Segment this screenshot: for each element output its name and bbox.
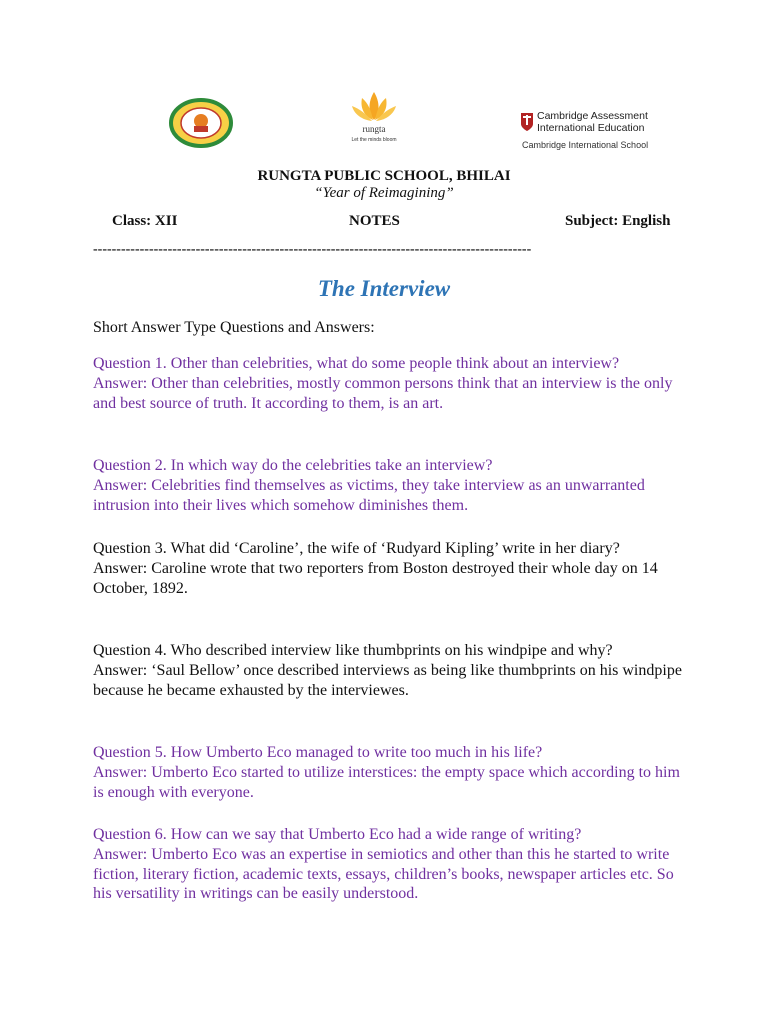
cambridge-line1: Cambridge Assessment <box>537 110 648 122</box>
question-1: Question 1. Other than celebrities, what do some people think about an interview? <box>93 355 620 372</box>
qa-block-3 <box>93 539 683 598</box>
question-5: Question 5. How Umberto Eco managed to write too much in his life? <box>93 744 543 761</box>
school-motto: “Year of Reimagining” <box>314 185 454 201</box>
qa-block-1 <box>93 354 683 413</box>
cambridge-logo <box>520 110 660 152</box>
intro-heading: Short Answer Type Questions and Answers: <box>93 319 375 336</box>
question-2: Question 2. In which way do the celebrities take an interview? <box>93 457 493 474</box>
question-3: Question 3. What did ‘Caroline’, the wife of ‘Rudyard Kipling’ write in her diary? <box>93 540 620 557</box>
rungta-lotus-logo <box>346 88 402 148</box>
school-emblem-logo <box>168 98 234 148</box>
question-4: Question 4. Who described interview like thumbprints on his windpipe and why? <box>93 642 613 659</box>
answer-3: Answer: Caroline wrote that two reporters from Boston destroyed their whole day on 14 October, 1892. <box>93 559 658 597</box>
qa-block-6 <box>93 825 683 904</box>
page-title: The Interview <box>317 276 451 301</box>
cambridge-line2: International Education <box>537 122 645 134</box>
school-name: RUNGTA PUBLIC SCHOOL, BHILAI <box>257 168 511 184</box>
rungta-logo-name: rungta <box>362 124 386 134</box>
header-divider: ---------------------------------------------------------------------------------------------- <box>93 242 532 257</box>
cambridge-line3: Cambridge International School <box>522 140 649 150</box>
qa-block-5 <box>93 743 683 802</box>
notes-label: NOTES <box>349 213 400 229</box>
question-6: Question 6. How can we say that Umberto Eco had a wide range of writing? <box>93 826 582 843</box>
answer-5: Answer: Umberto Eco started to utilize interstices: the empty space which according to him is enough with everyone. <box>93 763 680 801</box>
answer-4: Answer: ‘Saul Bellow’ once described interviews as being like thumbprints on his windpipe because he became exhausted by the interviewes. <box>93 661 682 699</box>
qa-block-2 <box>93 456 683 515</box>
answer-6: Answer: Umberto Eco was an expertise in semiotics and other than this he started to write fiction, literary fiction, academic texts, essays, children’s books, newspaper articles etc. So his versatility in writings can be easily understood. <box>93 845 674 903</box>
answer-2: Answer: Celebrities find themselves as victims, they take interview as an unwarranted intrusion into their lives which somehow diminishes them. <box>93 476 645 514</box>
rungta-logo-tagline: Let the minds bloom <box>351 137 397 143</box>
cambridge-shield-icon <box>520 112 534 132</box>
class-label: Class: XII <box>112 213 178 229</box>
answer-1: Answer: Other than celebrities, mostly common persons think that an interview is the only and best source of truth. It according to them, is an art. <box>93 374 673 412</box>
subject-label: Subject: English <box>565 213 671 229</box>
qa-block-4 <box>93 641 683 700</box>
